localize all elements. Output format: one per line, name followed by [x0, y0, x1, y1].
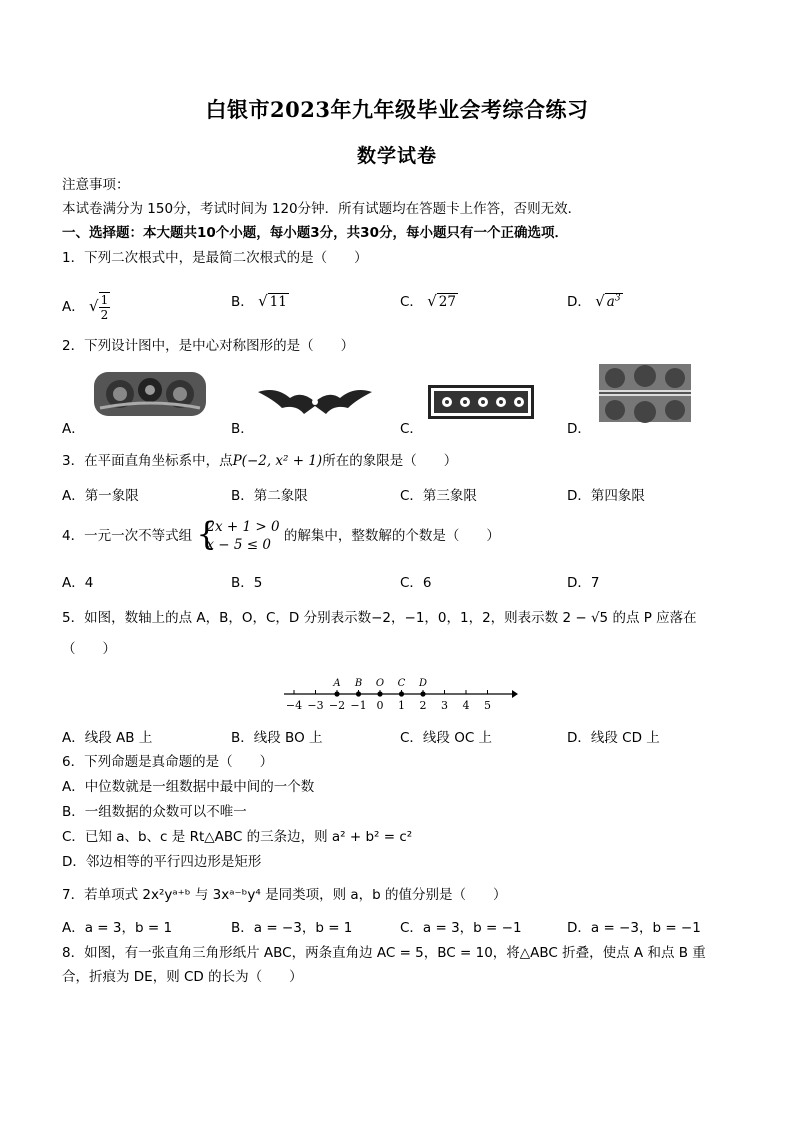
q5-option-b: B．线段 BO 上: [231, 730, 323, 746]
q1-option-c-label: C．: [400, 294, 423, 310]
number-line-tick-label: 5: [484, 699, 491, 712]
number-line-point-label: A: [333, 678, 341, 689]
q1-option-b: B． √ 11: [231, 292, 287, 310]
design-a-image: [90, 368, 210, 420]
notes-heading: 注意事项：: [62, 177, 130, 193]
q7-option-a: A．a = 3，b = 1: [62, 920, 173, 936]
q5-option-a: A．线段 AB 上: [62, 730, 153, 746]
q2-option-c: C．: [400, 421, 423, 437]
q1-option-d: D． √ $a^3$: [567, 292, 621, 310]
q2-stem: 2．下列设计图中，是中心对称图形的是（ ）: [62, 338, 355, 354]
number-line-point-label: C: [397, 678, 406, 689]
section-heading: 一、选择题：本大题共10个小题，每小题3分，共30分，每小题只有一个正确选项．: [62, 225, 568, 241]
q5-stem-bracket: （ ）: [62, 641, 116, 657]
number-line-tick-label: 0: [376, 699, 384, 712]
q8-line1: 8．如图，有一张直角三角形纸片 ABC，两条直角边 AC = 5，BC = 10，将△ABC 折叠，使点 A 和点 B 重: [62, 945, 706, 961]
q6-option-b: B．一组数据的众数可以不唯一: [62, 804, 247, 820]
design-d-image: [597, 362, 693, 424]
q3-option-d: D．第四象限: [567, 488, 645, 504]
number-line-point: [377, 691, 382, 696]
design-c-image: [427, 384, 535, 420]
number-line-tick-label: −3: [307, 699, 324, 712]
number-line-tick-label: −1: [350, 699, 367, 712]
q4-option-b: B．5: [231, 575, 263, 591]
number-line-point: [334, 691, 339, 696]
q4-option-d: D．7: [567, 575, 600, 591]
q8-line2: 合，折痕为 DE，则 CD 的长为（ ）: [62, 969, 303, 985]
q4-stem: 4．一元一次不等式组 { 2x + 1 > 0 x − 5 ≤ 0 的解集中，整数解的个数是（ ）: [62, 515, 500, 553]
q6-option-d: D．邻边相等的平行四边形是矩形: [62, 854, 262, 870]
number-line-tick-label: 3: [441, 699, 448, 712]
q3-stem: 3．在平面直角坐标系中，点P(−2, x² + 1)所在的象限是（ ）: [62, 453, 458, 469]
number-line-tick-label: 4: [462, 699, 470, 712]
q1-option-b-label: B．: [231, 294, 254, 310]
q4-option-a: A．4: [62, 575, 94, 591]
number-line-tick-label: −4: [285, 699, 303, 712]
q1-option-a-label: A．: [62, 299, 85, 315]
exam-subtitle: 数学试卷: [356, 145, 437, 167]
number-line-point: [399, 691, 404, 696]
q1-option-c: C． √ 27: [400, 292, 456, 310]
q5-stem: 5．如图，数轴上的点 A，B，O，C，D 分别表示数−2，−1，0，1，2，则表示数 2 − √5 的点 P 应落在: [62, 610, 697, 626]
q1-option-a: A． √ $\frac{1}{2}$: [62, 293, 109, 322]
q2-option-b: B．: [231, 421, 254, 437]
q1-option-d-radicand: a: [606, 294, 615, 310]
number-line-tick-label: 2: [419, 699, 427, 712]
q1-option-c-radicand: 27: [438, 294, 456, 310]
notes-text: 本试卷满分为 150分，考试时间为 120分钟．所有试题均在答题卡上作答，否则无效．: [62, 201, 582, 217]
number-line-point-label: B: [354, 678, 363, 689]
q3-point: P(−2, x² + 1): [232, 453, 323, 469]
q3-option-a: A．第一象限: [62, 488, 139, 504]
q1-stem: 1．下列二次根式中，是最简二次根式的是（ ）: [62, 250, 368, 266]
number-line-arrow: [512, 690, 518, 698]
q7-stem: 7．若单项式 2x²yᵃ⁺ᵇ 与 3xᵃ⁻ᵇy⁴ 是同类项，则 a，b 的值分别是（ ）: [62, 887, 507, 903]
number-line-point-label: D: [418, 678, 428, 689]
q6-stem: 6．下列命题是真命题的是（ ）: [62, 754, 274, 770]
q7-option-d: D．a = −3，b = −1: [567, 920, 701, 936]
number-line-point: [420, 691, 425, 696]
q2-option-a: A．: [62, 421, 85, 437]
q4-option-c: C．6: [400, 575, 432, 591]
q3-option-b: B．第二象限: [231, 488, 308, 504]
q7-option-b: B．a = −3，b = 1: [231, 920, 353, 936]
q2-option-d: D．: [567, 421, 591, 437]
q5-option-d: D．线段 CD 上: [567, 730, 660, 746]
number-line-tick-label: −2: [328, 699, 346, 712]
number-line-point: [356, 691, 361, 696]
q6-option-a: A．中位数就是一组数据中最中间的一个数: [62, 779, 315, 795]
number-line: [280, 674, 520, 716]
q1-option-d-label: D．: [567, 294, 591, 310]
q7-option-c: C．a = 3，b = −1: [400, 920, 522, 936]
q1-option-b-radicand: 11: [269, 294, 287, 310]
q5-option-c: C．线段 OC 上: [400, 730, 493, 746]
q6-option-c: C．已知 a、b、c 是 Rt△ABC 的三条边，则 a² + b² = c²: [62, 829, 413, 845]
exam-title: 白银市2023年九年级毕业会考综合练习: [205, 97, 589, 122]
q3-option-c: C．第三象限: [400, 488, 477, 504]
number-line-point-label: O: [375, 678, 385, 689]
q1-option-a-fraction: $\frac{1}{2}$: [100, 293, 109, 322]
design-b-image: [256, 384, 374, 420]
q4-inequality-system: { 2x + 1 > 0 x − 5 ≤ 0: [196, 515, 280, 553]
number-line-tick-label: 1: [398, 699, 405, 712]
